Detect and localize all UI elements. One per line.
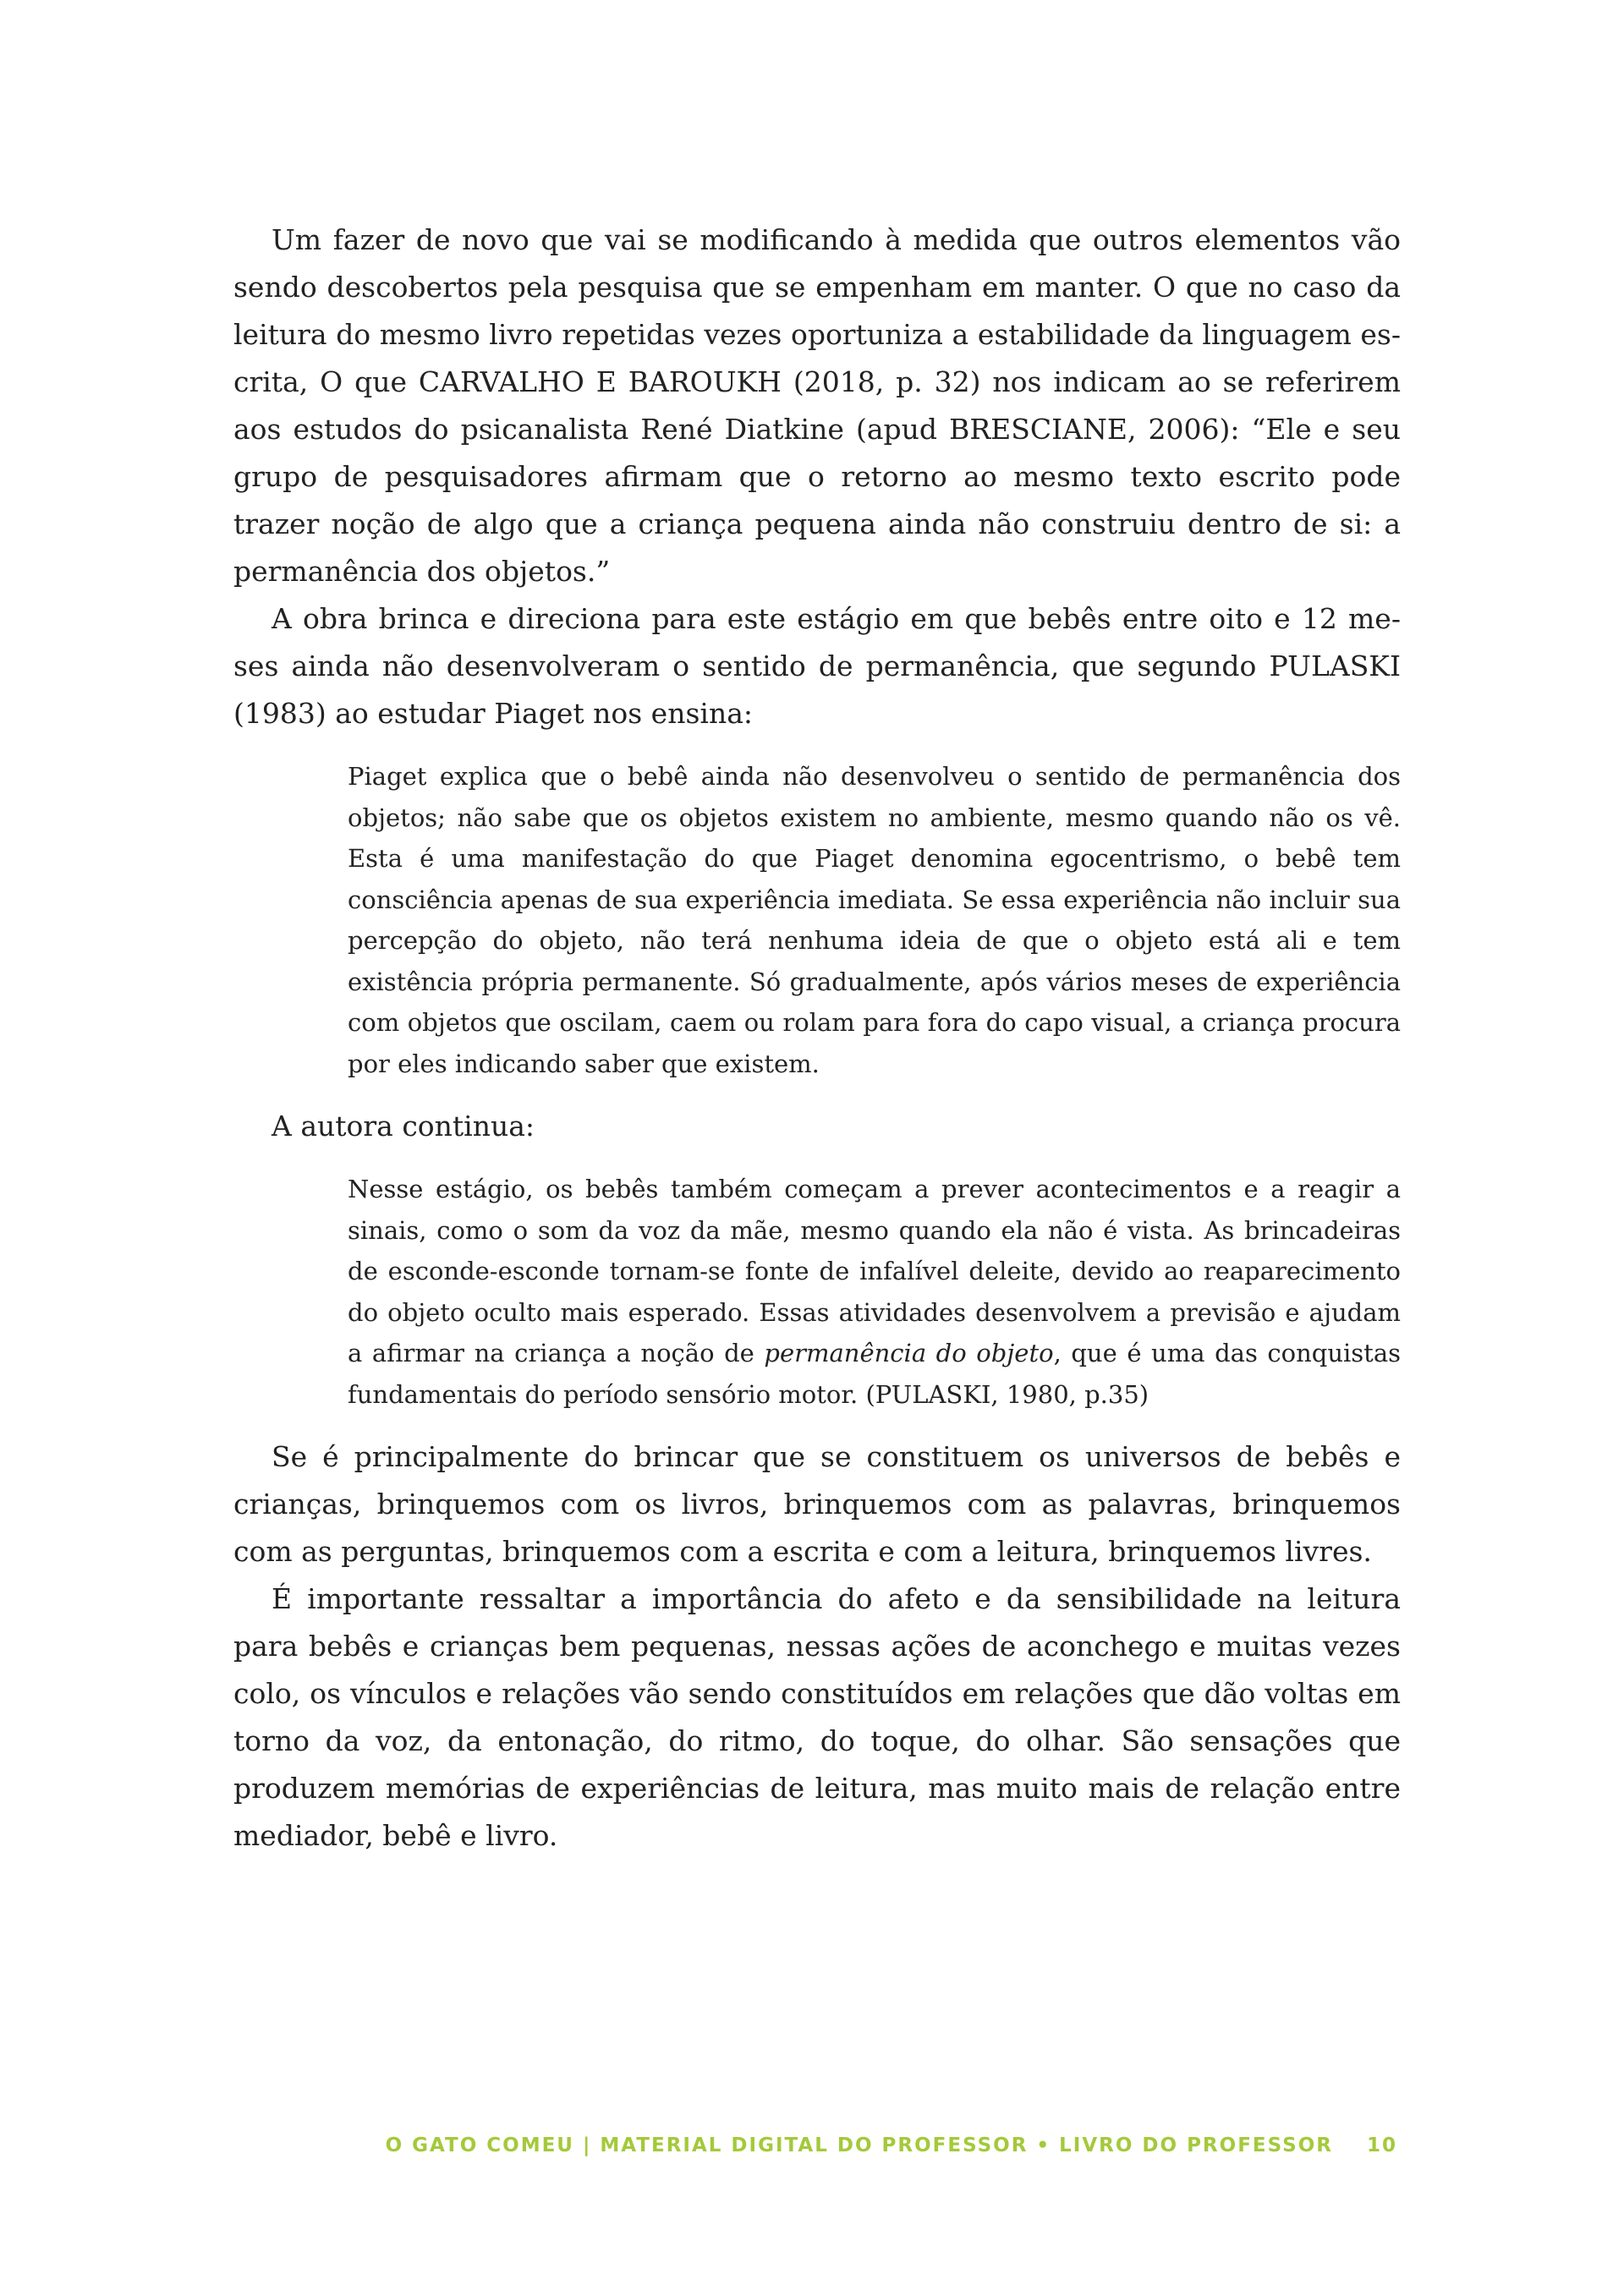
paragraph-3: Se é principalmente do brincar que se constituem os universos de bebês e crianças, brinquemos com os livros, brinquemos com as palavras, brinquemos com as perguntas, brinquemos com a escrita e com a leitura, brinquemos livres. xyxy=(233,1440,1401,1568)
block-quote-2 xyxy=(348,1169,1401,1415)
paragraph-4: É importante ressaltar a importância do afeto e da sensibilidade na leitura para bebês e crianças bem pequenas, nessas ações de aconchego e muitas vezes colo, os vínculos e relações vão sendo constituídos em relações que dão voltas em torno da voz, da entonação, do ritmo, do toque, do olhar. São sensações que produzem memórias de experiências de leitura, mas muito mais de relação entre mediador, bebê e livro. xyxy=(233,1582,1401,1852)
page-footer xyxy=(386,2134,1397,2156)
block-quote-1: Piaget explica que o bebê ainda não desenvolveu o sentido de permanência dos objetos; não sabe que os objetos existem no ambiente, mesmo quando não os vê. Esta é uma manifestação do que Piaget denomina egocentrismo, o bebê tem consciência apenas de sua experiência imediata. Se essa experiência não incluir sua percepção do objeto, não terá nenhuma ideia de que o objeto está ali e tem existência própria permanente. Só gradualmente, após vários meses de experiência com objetos que oscilam, caem ou rolam para fora do capo visual, a criança procura por eles indicando saber que existem. xyxy=(348,762,1401,1078)
body-text xyxy=(233,216,1401,1860)
paragraph-lead-in: A autora continua: xyxy=(272,1110,535,1143)
quote-2-italic-term: permanência do objeto xyxy=(764,1339,1054,1367)
paragraph-2: A obra brinca e direciona para este estágio em que bebês entre oito e 12 meses ainda não desenvolveram o sentido de permanência, que segundo PULASKI (1983) ao estudar Piaget nos ensina: xyxy=(233,602,1401,730)
quote-2-text-start: Nesse estágio, os bebês também começam a prever acontecimentos e a reagir a sinais, como o som da voz da mãe, mesmo quando ela não é vista. As brincadeiras de esconde-esconde tornam-se fonte de infalível deleite, devido ao reaparecimento do objeto oculto mais esperado. Essas atividades desenvolvem a previsão e ajudam a afirmar na criança a noção de xyxy=(348,1175,1401,1367)
footer-running-title: O GATO COMEU | MATERIAL DIGITAL DO PROFESSOR • LIVRO DO PROFESSOR xyxy=(385,2134,1333,2156)
quote-2-text-end: , que é uma das conquistas fundamentais do período sensório motor. (PULASKI, 1980, p.35) xyxy=(348,1339,1401,1409)
page-number: 10 xyxy=(1366,2134,1397,2156)
paragraph-1: Um fazer de novo que vai se modificando à medida que outros elementos vão sendo descobertos pela pesquisa que se empenham em manter. O que no caso da leitura do mesmo livro repetidas vezes oportuniza a estabilidade da linguagem escrita, O que CARVALHO E BAROUKH (2018, p. 32) nos indicam ao se referirem aos estudos do psicanalista René Diatkine (apud BRESCIANE, 2006): “Ele e seu grupo de pesquisadores afirmam que o retorno ao mesmo texto escrito pode trazer noção de algo que a criança pequena ainda não construiu dentro de si: a permanência dos objetos.” xyxy=(233,223,1401,588)
